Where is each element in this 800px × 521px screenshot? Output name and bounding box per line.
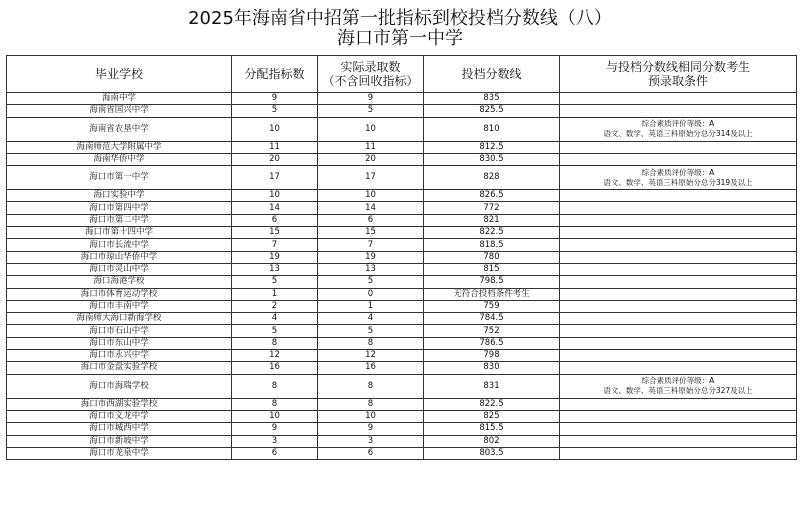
cell-score: 828	[424, 166, 560, 190]
cell-admitted: 15	[318, 227, 424, 239]
cell-score: 825	[424, 410, 560, 422]
cell-school: 海南中学	[7, 93, 232, 105]
cell-score: 835	[424, 93, 560, 105]
cell-quota: 8	[232, 398, 318, 410]
cell-school: 海口市东山中学	[7, 337, 232, 349]
cell-quota: 4	[232, 313, 318, 325]
cell-quota: 10	[232, 410, 318, 422]
cell-score: 826.5	[424, 190, 560, 202]
table-row	[7, 153, 797, 165]
cell-condition	[560, 141, 797, 153]
cell-admitted: 13	[318, 263, 424, 275]
condition-line-1: 综合素质评价等级：A	[641, 376, 715, 386]
cell-school: 海口市金盘实验学校	[7, 362, 232, 374]
cell-school: 海口市长流中学	[7, 239, 232, 251]
condition-line-2: 语文、数学、英语三科原始分总分319及以上	[603, 177, 753, 187]
table-row	[7, 423, 797, 435]
cell-score: 803.5	[424, 447, 560, 459]
cell-score: 822.5	[424, 227, 560, 239]
cell-school: 海口市义龙中学	[7, 410, 232, 422]
cell-score: 810	[424, 117, 560, 141]
cell-condition	[560, 276, 797, 288]
cell-quota: 17	[232, 166, 318, 190]
cell-condition	[560, 202, 797, 214]
table-row	[7, 300, 797, 312]
cell-condition	[560, 410, 797, 422]
table-row	[7, 227, 797, 239]
cell-admitted: 9	[318, 93, 424, 105]
table-row	[7, 239, 797, 251]
cell-admitted: 6	[318, 214, 424, 226]
cell-condition	[560, 251, 797, 263]
cell-quota: 7	[232, 239, 318, 251]
table-body	[7, 93, 797, 460]
cell-school: 海口市灵山中学	[7, 263, 232, 275]
table-row	[7, 276, 797, 288]
cell-quota: 5	[232, 276, 318, 288]
cell-admitted: 19	[318, 251, 424, 263]
cell-school: 海口市第一中学	[7, 166, 232, 190]
cell-admitted: 6	[318, 447, 424, 459]
cell-quota: 11	[232, 141, 318, 153]
cell-score: 821	[424, 214, 560, 226]
cell-school: 海口市石山中学	[7, 325, 232, 337]
cell-quota: 10	[232, 117, 318, 141]
table-row	[7, 93, 797, 105]
cell-admitted: 0	[318, 288, 424, 300]
cell-admitted: 11	[318, 141, 424, 153]
cell-school: 海口市第二中学	[7, 214, 232, 226]
header-score: 投档分数线	[424, 56, 560, 93]
cell-school: 海口市第四中学	[7, 202, 232, 214]
table-row	[7, 190, 797, 202]
cell-quota: 14	[232, 202, 318, 214]
cell-condition	[560, 214, 797, 226]
table-row	[7, 251, 797, 263]
cell-school: 海口市永兴中学	[7, 350, 232, 362]
cell-score: 802	[424, 435, 560, 447]
cell-quota: 5	[232, 105, 318, 117]
cell-score: 784.5	[424, 313, 560, 325]
table-row	[7, 202, 797, 214]
condition-line-1: 综合素质评价等级：A	[641, 167, 715, 177]
cell-admitted: 12	[318, 350, 424, 362]
cell-quota: 6	[232, 447, 318, 459]
cell-score: 无符合投档条件考生	[424, 288, 560, 300]
table-row	[7, 166, 797, 190]
cell-school: 海南省农垦中学	[7, 117, 232, 141]
cell-condition	[560, 227, 797, 239]
cell-condition	[560, 288, 797, 300]
cell-condition	[560, 263, 797, 275]
cell-admitted: 5	[318, 276, 424, 288]
cell-quota: 10	[232, 190, 318, 202]
header-admitted-line2: （不含回收指标）	[322, 74, 419, 88]
cell-quota: 13	[232, 263, 318, 275]
cell-score: 815.5	[424, 423, 560, 435]
cell-quota: 8	[232, 337, 318, 349]
cell-admitted: 14	[318, 202, 424, 214]
cell-condition	[560, 350, 797, 362]
cell-quota: 3	[232, 435, 318, 447]
cell-school: 海口市琼山华侨中学	[7, 251, 232, 263]
table-row	[7, 398, 797, 410]
table-row	[7, 141, 797, 153]
cell-quota: 12	[232, 350, 318, 362]
cell-quota: 2	[232, 300, 318, 312]
condition-line-2: 语文、数学、英语三科原始分总分314及以上	[603, 129, 753, 139]
table-row	[7, 263, 797, 275]
cell-school: 海口市城西中学	[7, 423, 232, 435]
cell-score: 772	[424, 202, 560, 214]
cell-admitted: 3	[318, 435, 424, 447]
table-row	[7, 350, 797, 362]
cell-condition	[560, 93, 797, 105]
cell-score: 798	[424, 350, 560, 362]
cell-admitted: 10	[318, 410, 424, 422]
cell-school: 海口海港学校	[7, 276, 232, 288]
cell-condition	[560, 398, 797, 410]
cell-score: 815	[424, 263, 560, 275]
cell-condition	[560, 190, 797, 202]
cell-score: 780	[424, 251, 560, 263]
cell-admitted: 16	[318, 362, 424, 374]
cell-quota: 19	[232, 251, 318, 263]
cell-quota: 16	[232, 362, 318, 374]
cell-school: 海南师大海口新海学校	[7, 313, 232, 325]
table-row	[7, 325, 797, 337]
admission-score-table	[6, 55, 797, 460]
table-row	[7, 337, 797, 349]
cell-condition	[560, 313, 797, 325]
cell-school: 海南华侨中学	[7, 153, 232, 165]
cell-score: 822.5	[424, 398, 560, 410]
cell-school: 海口市海瑞学校	[7, 374, 232, 398]
cell-score: 752	[424, 325, 560, 337]
cell-school: 海口市新坡中学	[7, 435, 232, 447]
cell-condition	[560, 423, 797, 435]
cell-school: 海南师范大学附属中学	[7, 141, 232, 153]
cell-school: 海口市第十四中学	[7, 227, 232, 239]
cell-admitted: 8	[318, 337, 424, 349]
table-row	[7, 117, 797, 141]
cell-admitted: 5	[318, 105, 424, 117]
document-title: 2025年海南省中招第一批指标到校投档分数线（八）	[188, 8, 612, 29]
cell-score: 830	[424, 362, 560, 374]
table-row	[7, 362, 797, 374]
header-school: 毕业学校	[7, 56, 232, 93]
cell-school: 海口市体育运动学校	[7, 288, 232, 300]
cell-school: 海口实验中学	[7, 190, 232, 202]
cell-condition	[560, 325, 797, 337]
table-row	[7, 447, 797, 459]
header-admitted-line1: 实际录取数	[340, 60, 401, 74]
cell-condition	[560, 105, 797, 117]
cell-score: 825.5	[424, 105, 560, 117]
table-row	[7, 105, 797, 117]
cell-quota: 9	[232, 93, 318, 105]
cell-admitted: 1	[318, 300, 424, 312]
table-header-row	[7, 56, 797, 93]
cell-score: 818.5	[424, 239, 560, 251]
header-condition	[560, 56, 797, 93]
cell-condition	[560, 447, 797, 459]
cell-admitted: 20	[318, 153, 424, 165]
table-row	[7, 435, 797, 447]
cell-admitted: 5	[318, 325, 424, 337]
cell-quota: 15	[232, 227, 318, 239]
cell-condition	[560, 117, 797, 141]
condition-line-2: 语文、数学、英语三科原始分总分327及以上	[603, 386, 753, 396]
cell-condition	[560, 374, 797, 398]
cell-condition	[560, 153, 797, 165]
table-row	[7, 288, 797, 300]
cell-admitted: 8	[318, 374, 424, 398]
cell-quota: 6	[232, 214, 318, 226]
cell-condition	[560, 166, 797, 190]
cell-school: 海口市龙泉中学	[7, 447, 232, 459]
cell-admitted: 10	[318, 117, 424, 141]
cell-admitted: 4	[318, 313, 424, 325]
cell-admitted: 8	[318, 398, 424, 410]
cell-score: 786.5	[424, 337, 560, 349]
cell-score: 798.5	[424, 276, 560, 288]
condition-line-1: 综合素质评价等级：A	[641, 119, 715, 129]
table-row	[7, 374, 797, 398]
cell-score: 831	[424, 374, 560, 398]
cell-quota: 20	[232, 153, 318, 165]
cell-condition	[560, 337, 797, 349]
cell-quota: 1	[232, 288, 318, 300]
document-subtitle: 海口市第一中学	[337, 28, 463, 49]
cell-quota: 9	[232, 423, 318, 435]
cell-admitted: 7	[318, 239, 424, 251]
cell-condition	[560, 239, 797, 251]
cell-score: 830.5	[424, 153, 560, 165]
cell-condition	[560, 300, 797, 312]
header-condition-line2: 预录取条件	[647, 74, 708, 88]
table-row	[7, 313, 797, 325]
cell-school: 海口市丰南中学	[7, 300, 232, 312]
cell-score: 812.5	[424, 141, 560, 153]
table-row	[7, 214, 797, 226]
cell-score: 759	[424, 300, 560, 312]
cell-admitted: 17	[318, 166, 424, 190]
cell-admitted: 10	[318, 190, 424, 202]
table-row	[7, 410, 797, 422]
cell-condition	[560, 362, 797, 374]
cell-admitted: 9	[318, 423, 424, 435]
cell-condition	[560, 435, 797, 447]
cell-quota: 8	[232, 374, 318, 398]
header-condition-line1: 与投档分数线相同分数考生	[605, 60, 750, 74]
header-admitted	[318, 56, 424, 93]
cell-school: 海南省国兴中学	[7, 105, 232, 117]
cell-quota: 5	[232, 325, 318, 337]
header-quota: 分配指标数	[232, 56, 318, 93]
cell-school: 海口市西湖实验学校	[7, 398, 232, 410]
